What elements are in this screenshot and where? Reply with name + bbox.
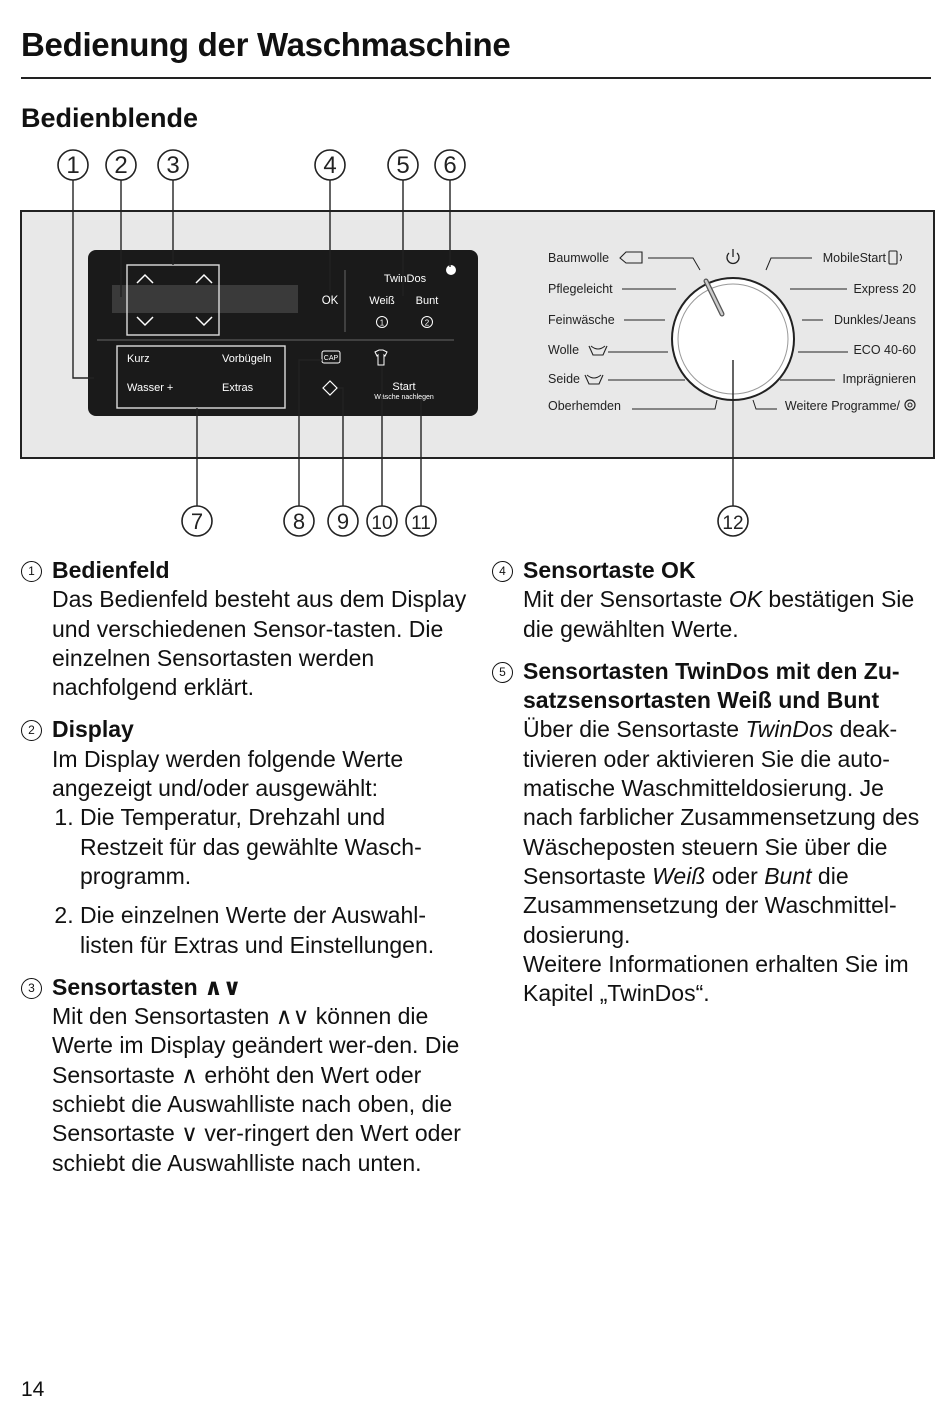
svg-text:12: 12 <box>722 513 744 534</box>
svg-text:6: 6 <box>443 152 457 179</box>
svg-text:1: 1 <box>66 152 80 179</box>
control-panel-diagram <box>0 140 950 540</box>
svg-text:9: 9 <box>336 509 350 534</box>
program-mobilestart: MobileStart <box>822 251 886 265</box>
display-value-list <box>52 803 471 959</box>
item-twindos <box>492 657 932 1009</box>
item-text: Mit den Sensortasten ∧∨ können die Werte im Display geändert wer-den. Die Sensortaste ∧ erhöht den Wert oder schiebt die Auswahlliste nach oben, die Sensortaste ∨ ver-ringert den Wert oder schiebt die Auswahlliste nach unten. <box>52 1003 461 1176</box>
twindos-label: TwinDos <box>383 273 427 285</box>
program-seide: Seide <box>548 372 580 386</box>
left-column <box>21 556 471 1191</box>
page-title: Bedienung der Waschmaschine <box>21 26 511 63</box>
svg-text:11: 11 <box>411 513 431 534</box>
item-heading: Sensortasten TwinDos mit den Zu-satzsensortasten Weiß und Bunt <box>523 657 900 714</box>
program-weitere: Weitere Programme/ <box>784 399 900 413</box>
program-pflegeleicht: Pflegeleicht <box>548 282 613 296</box>
indicator-light <box>446 265 456 275</box>
item-heading: Sensortaste OK <box>523 557 696 583</box>
title-rule <box>21 77 931 79</box>
program-express20: Express 20 <box>853 282 916 296</box>
item-sensortaste-ok <box>492 556 932 644</box>
right-column <box>492 556 932 1021</box>
section-title: Bedienblende <box>21 103 199 133</box>
program-oberhemden: Oberhemden <box>548 399 621 413</box>
svg-text:2: 2 <box>114 152 128 179</box>
item-heading: Display <box>52 716 134 743</box>
start-label: Start <box>392 381 416 393</box>
weiss-label: Weiß <box>369 295 395 307</box>
program-wolle: Wolle <box>548 343 580 357</box>
number-badge: 2 <box>21 720 42 741</box>
extra-extras: Extras <box>222 382 254 394</box>
program-eco: ECO 40-60 <box>853 343 916 357</box>
list-item: 1. Die Temperatur, Drehzahl und Restzeit für das gewählte Wasch-programm. <box>80 803 471 891</box>
item-heading: Sensortasten ∧∨ <box>52 973 242 1000</box>
item-heading: Bedienfeld <box>52 557 170 583</box>
item-sensortasten <box>21 973 471 1178</box>
program-baumwolle: Baumwolle <box>548 251 610 265</box>
item-text: Im Display werden folgende Werte angezeigt und/oder ausgewählt: <box>52 745 404 802</box>
ok-label: OK <box>321 295 339 307</box>
extra-kurz: Kurz <box>127 353 150 365</box>
number-badge: 4 <box>492 561 513 582</box>
svg-text:8: 8 <box>292 509 306 534</box>
program-dunkles-jeans: Dunkles/Jeans <box>834 313 916 327</box>
display-screen <box>112 285 298 313</box>
svg-text:3: 3 <box>166 152 180 179</box>
number-badge: 3 <box>21 978 42 999</box>
svg-text:4: 4 <box>323 152 337 179</box>
svg-text:10: 10 <box>371 513 393 534</box>
svg-text:5: 5 <box>396 152 410 179</box>
program-feinwaesche: Feinwäsche <box>548 313 615 327</box>
number-badge: 1 <box>21 561 42 582</box>
program-impraegnieren: Imprägnieren <box>842 372 916 386</box>
svg-text:7: 7 <box>190 509 204 534</box>
svg-text:CAP: CAP <box>323 355 339 362</box>
item-bedienfeld <box>21 556 471 702</box>
item-text: Mit der Sensortaste OK bestätigen Sie die gewählten Werte. <box>523 586 915 642</box>
page-number: 14 <box>21 1378 45 1401</box>
svg-text:1: 1 <box>379 318 385 328</box>
list-item: 2. Die einzelnen Werte der Auswahl-listen für Extras und Einstellungen. <box>80 901 471 960</box>
item-text: Das Bedienfeld besteht aus dem Display und verschiedenen Sensor-tasten. Die einzelnen Sensortasten werden nachfolgend erklärt. <box>52 586 467 701</box>
extra-vorbuegeln: Vorbügeln <box>222 353 272 365</box>
bunt-label: Bunt <box>415 295 439 307</box>
item-display <box>21 715 471 959</box>
item-text-more: Weitere Informationen erhalten Sie im Kapitel „TwinDos“. <box>523 950 909 1007</box>
item-text: Über die Sensortaste TwinDos deak-tivieren oder aktivieren Sie die auto-matische Waschmitteldosierung. Je nach farblicher Zusammensetzung des Wäscheposten steuern Sie über die Sensortaste Weiß oder Bunt die Zusammensetzung der Waschmittel-dosierung. <box>523 716 920 948</box>
start-sub-label: Wäsche nachlegen <box>374 394 434 401</box>
svg-text:2: 2 <box>424 318 430 328</box>
extra-wasser: Wasser + <box>127 382 174 394</box>
number-badge: 5 <box>492 662 513 683</box>
